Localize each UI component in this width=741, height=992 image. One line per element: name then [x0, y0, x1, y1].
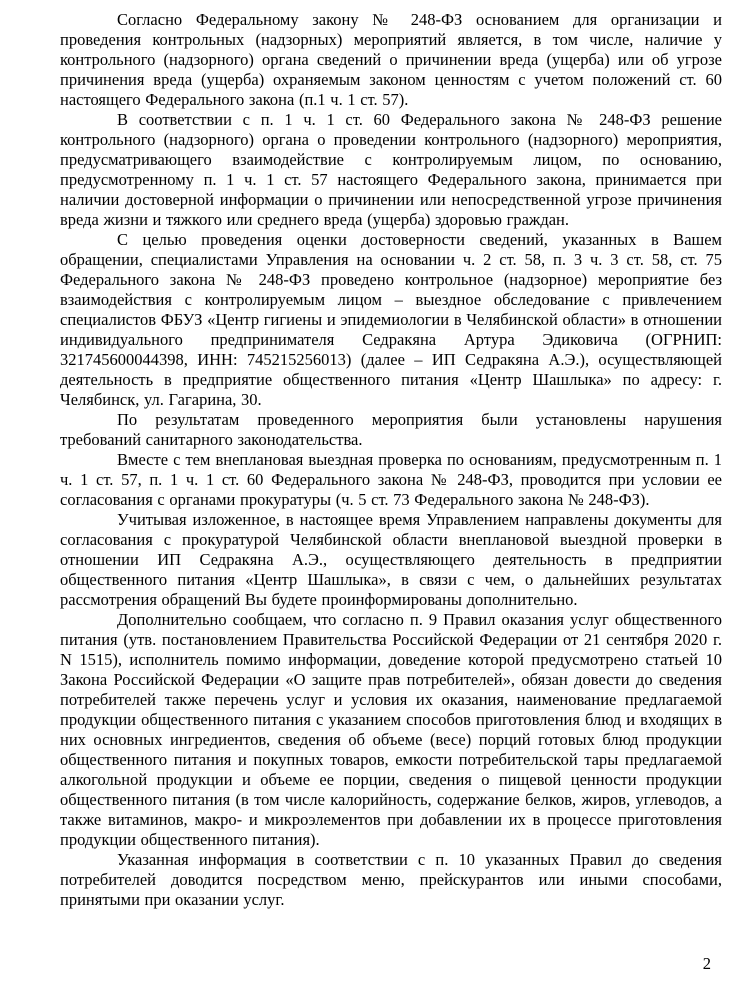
- paragraph: По результатам проведенного мероприятия были установлены нарушения требований санитарного законодательства.: [60, 410, 722, 449]
- page-number: 2: [702, 954, 711, 973]
- paragraph: Вместе с тем внеплановая выездная проверка по основаниям, предусмотренным п. 1 ч. 1 ст. 57, п. 1 ч. 1 ст. 60 Федерального закона № 248-ФЗ, проводится при условии ее согласования с органами прокуратуры (ч. 5 ст. 73 Федерального закона № 248-ФЗ).: [60, 450, 722, 509]
- paragraph: Согласно Федеральному закону № 248-ФЗ основанием для организации и проведения контрольных (надзорных) мероприятий является, в том числе, наличие у контрольного (надзорного) органа сведений о причинении вреда (ущерба) или об угрозе причинения вреда (ущерба) охраняемым законом ценностям с учетом положений ст. 60 настоящего Федерального закона (п.1 ч. 1 ст. 57).: [60, 10, 722, 109]
- paragraph: Учитывая изложенное, в настоящее время Управлением направлены документы для согласования с прокуратурой Челябинской области внеплановой выездной проверки в отношении ИП Седракяна А.Э., осуществляющего деятельность в предприятии общественного питания «Центр Шашлыка», в связи с чем, о дальнейших результатах рассмотрения обращений Вы будете проинформированы дополнительно.: [60, 510, 722, 609]
- paragraph: Указанная информация в соответствии с п. 10 указанных Правил до сведения потребителей доводится посредством меню, прейскурантов или иными способами, принятыми при оказании услуг.: [60, 850, 722, 909]
- paragraph: С целью проведения оценки достоверности сведений, указанных в Вашем обращении, специалистами Управления на основании ч. 2 ст. 58, п. 3 ч. 3 ст. 58, ст. 75 Федерального закона № 248-ФЗ проведено контрольное (надзорное) мероприятие без взаимодействия с контролируемым лицом – выездное обследование с привлечением специалистов ФБУЗ «Центр гигиены и эпидемиологии в Челябинской области» в отношении индивидуального предпринимателя Седракяна Артура Эдиковича (ОГРНИП: 321745600044398, ИНН: 745215256013) (далее – ИП Седракяна А.Э.), осуществляющей деятельность в предприятие общественного питания «Центр Шашлыка» по адресу: г. Челябинск, ул. Гагарина, 30.: [60, 230, 722, 409]
- paragraph: Дополнительно сообщаем, что согласно п. 9 Правил оказания услуг общественного питания (утв. постановлением Правительства Российской Федерации от 21 сентября 2020 г. N 1515), исполнитель помимо информации, доведение которой предусмотрено статьей 10 Закона Российской Федерации «О защите прав потребителей», обязан довести до сведения потребителей также перечень услуг и условия их оказания, наименование предлагаемой продукции общественного питания с указанием способов приготовления блюд и входящих в них основных ингредиентов, сведения об объеме (весе) порций готовых блюд продукции общественного питания и покупных товаров, емкости потребительской тары предлагаемой алкогольной продукции и объеме ее порции, сведения о пищевой ценности продукции общественного питания (в том числе калорийность, содержание белков, жиров, углеводов, а также витаминов, макро- и микроэлементов при добавлении их в процессе приготовления продукции общественного питания).: [60, 610, 722, 849]
- document-body: [60, 10, 722, 910]
- paragraph: В соответствии с п. 1 ч. 1 ст. 60 Федерального закона № 248-ФЗ решение контрольного (надзорного) органа о проведении контрольного (надзорного) мероприятия, предусматривающего взаимодействие с контролируемым лицом, по основанию, предусмотренному п. 1 ч. 1 ст. 57 настоящего Федерального закона, принимается при наличии достоверной информации о причинении или непосредственной угрозе причинения вреда жизни и тяжкого или среднего вреда (ущерба) здоровью граждан.: [60, 110, 722, 229]
